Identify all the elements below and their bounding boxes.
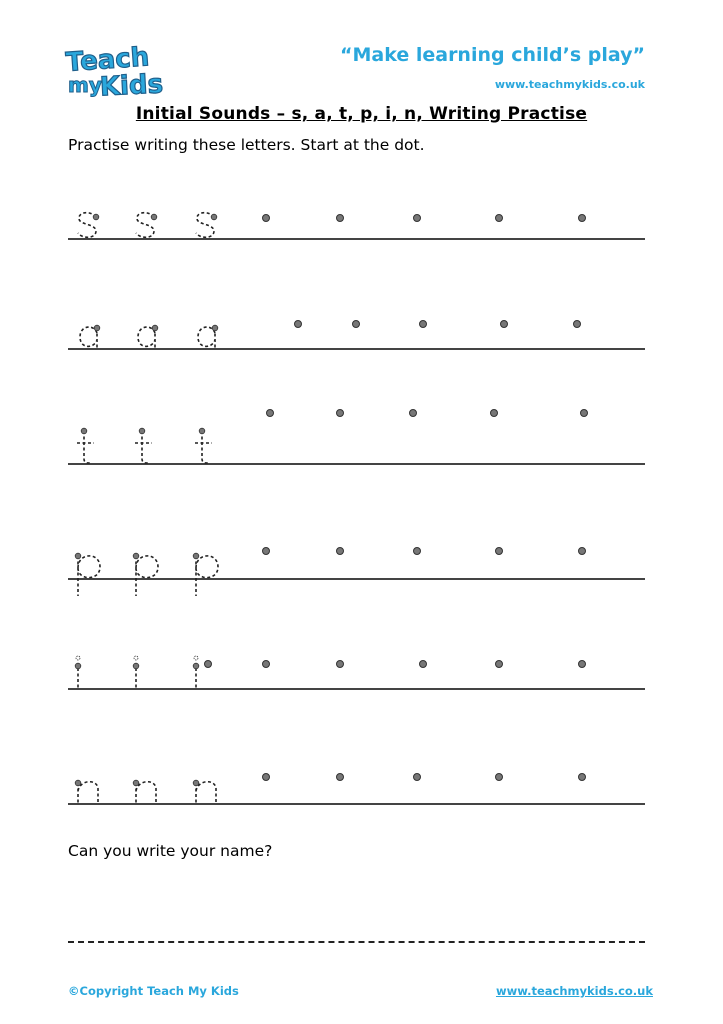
letter-start-dot (212, 325, 218, 331)
letter-start-dot (193, 553, 199, 559)
practise-row-n (0, 755, 723, 815)
name-prompt: Can you write your name? (68, 842, 273, 860)
start-dot (336, 660, 344, 668)
start-dot (413, 773, 421, 781)
letter-start-dot (133, 780, 139, 786)
traced-letter-t (130, 415, 164, 485)
start-dot (500, 320, 508, 328)
start-dot (578, 773, 586, 781)
start-dot (262, 660, 270, 668)
letter-start-dot (193, 780, 199, 786)
letter-start-dot (94, 325, 100, 331)
letter-start-dot (93, 214, 99, 220)
traced-letter-t (72, 415, 106, 485)
traced-letter-n (130, 755, 164, 825)
practise-row-i (0, 640, 723, 700)
i-tittle (134, 656, 138, 660)
traced-letter-p (190, 530, 224, 600)
start-dot (262, 773, 270, 781)
start-dot (490, 409, 498, 417)
letter-start-dot (151, 214, 157, 220)
start-dot (294, 320, 302, 328)
practise-row-s (0, 190, 723, 250)
start-dot (352, 320, 360, 328)
start-dot (336, 773, 344, 781)
copyright-notice: ©Copyright Teach My Kids (68, 984, 239, 998)
letter-start-dot (152, 325, 158, 331)
start-dot (336, 409, 344, 417)
start-dot (419, 320, 427, 328)
start-dot (204, 660, 212, 668)
i-tittle (76, 656, 80, 660)
svg-text:Teach: Teach (64, 42, 151, 79)
traced-letter-s (130, 190, 164, 260)
start-dot (578, 547, 586, 555)
start-dot (580, 409, 588, 417)
teach-my-kids-logo (60, 42, 170, 98)
start-dot (495, 547, 503, 555)
start-dot (419, 660, 427, 668)
letter-start-dot (211, 214, 217, 220)
letter-start-dot (75, 663, 81, 669)
i-tittle (194, 656, 198, 660)
practise-row-p (0, 530, 723, 590)
start-dot (495, 660, 503, 668)
start-dot (573, 320, 581, 328)
letter-start-dot (199, 428, 205, 434)
svg-text:my: my (68, 73, 102, 97)
traced-letter-p (130, 530, 164, 600)
tagline: “Make learning child’s play” (340, 44, 645, 66)
start-dot (495, 214, 503, 222)
letter-start-dot (81, 428, 87, 434)
worksheet-title: Initial Sounds – s, a, t, p, i, n, Writing Practise (135, 104, 588, 124)
start-dot (266, 409, 274, 417)
letter-start-dot (133, 553, 139, 559)
start-dot (336, 214, 344, 222)
start-dot (413, 214, 421, 222)
start-dot (578, 660, 586, 668)
traced-letter-p (72, 530, 106, 600)
traced-letter-i (190, 640, 224, 710)
traced-letter-n (190, 755, 224, 825)
start-dot (495, 773, 503, 781)
start-dot (336, 547, 344, 555)
start-dot (262, 214, 270, 222)
name-writing-line (68, 941, 645, 943)
start-dot (409, 409, 417, 417)
start-dot (578, 214, 586, 222)
start-dot (262, 547, 270, 555)
website-url-top[interactable]: www.teachmykids.co.uk (494, 78, 645, 91)
practise-row-t (0, 415, 723, 475)
instructions: Practise writing these letters. Start at the dot. (68, 136, 425, 154)
traced-letter-n (72, 755, 106, 825)
traced-letter-i (130, 640, 164, 710)
traced-letter-s (72, 190, 106, 260)
svg-text:Kids: Kids (99, 69, 164, 98)
traced-letter-a (190, 300, 224, 370)
start-dot (413, 547, 421, 555)
traced-letter-t (190, 415, 224, 485)
traced-letter-s (190, 190, 224, 260)
traced-letter-a (130, 300, 164, 370)
letter-start-dot (193, 663, 199, 669)
letter-start-dot (75, 780, 81, 786)
practise-row-a (0, 300, 723, 360)
website-url-bottom[interactable]: www.teachmykids.co.uk (495, 984, 653, 998)
traced-letter-a (72, 300, 106, 370)
letter-start-dot (139, 428, 145, 434)
letter-start-dot (133, 663, 139, 669)
traced-letter-i (72, 640, 106, 710)
letter-start-dot (75, 553, 81, 559)
